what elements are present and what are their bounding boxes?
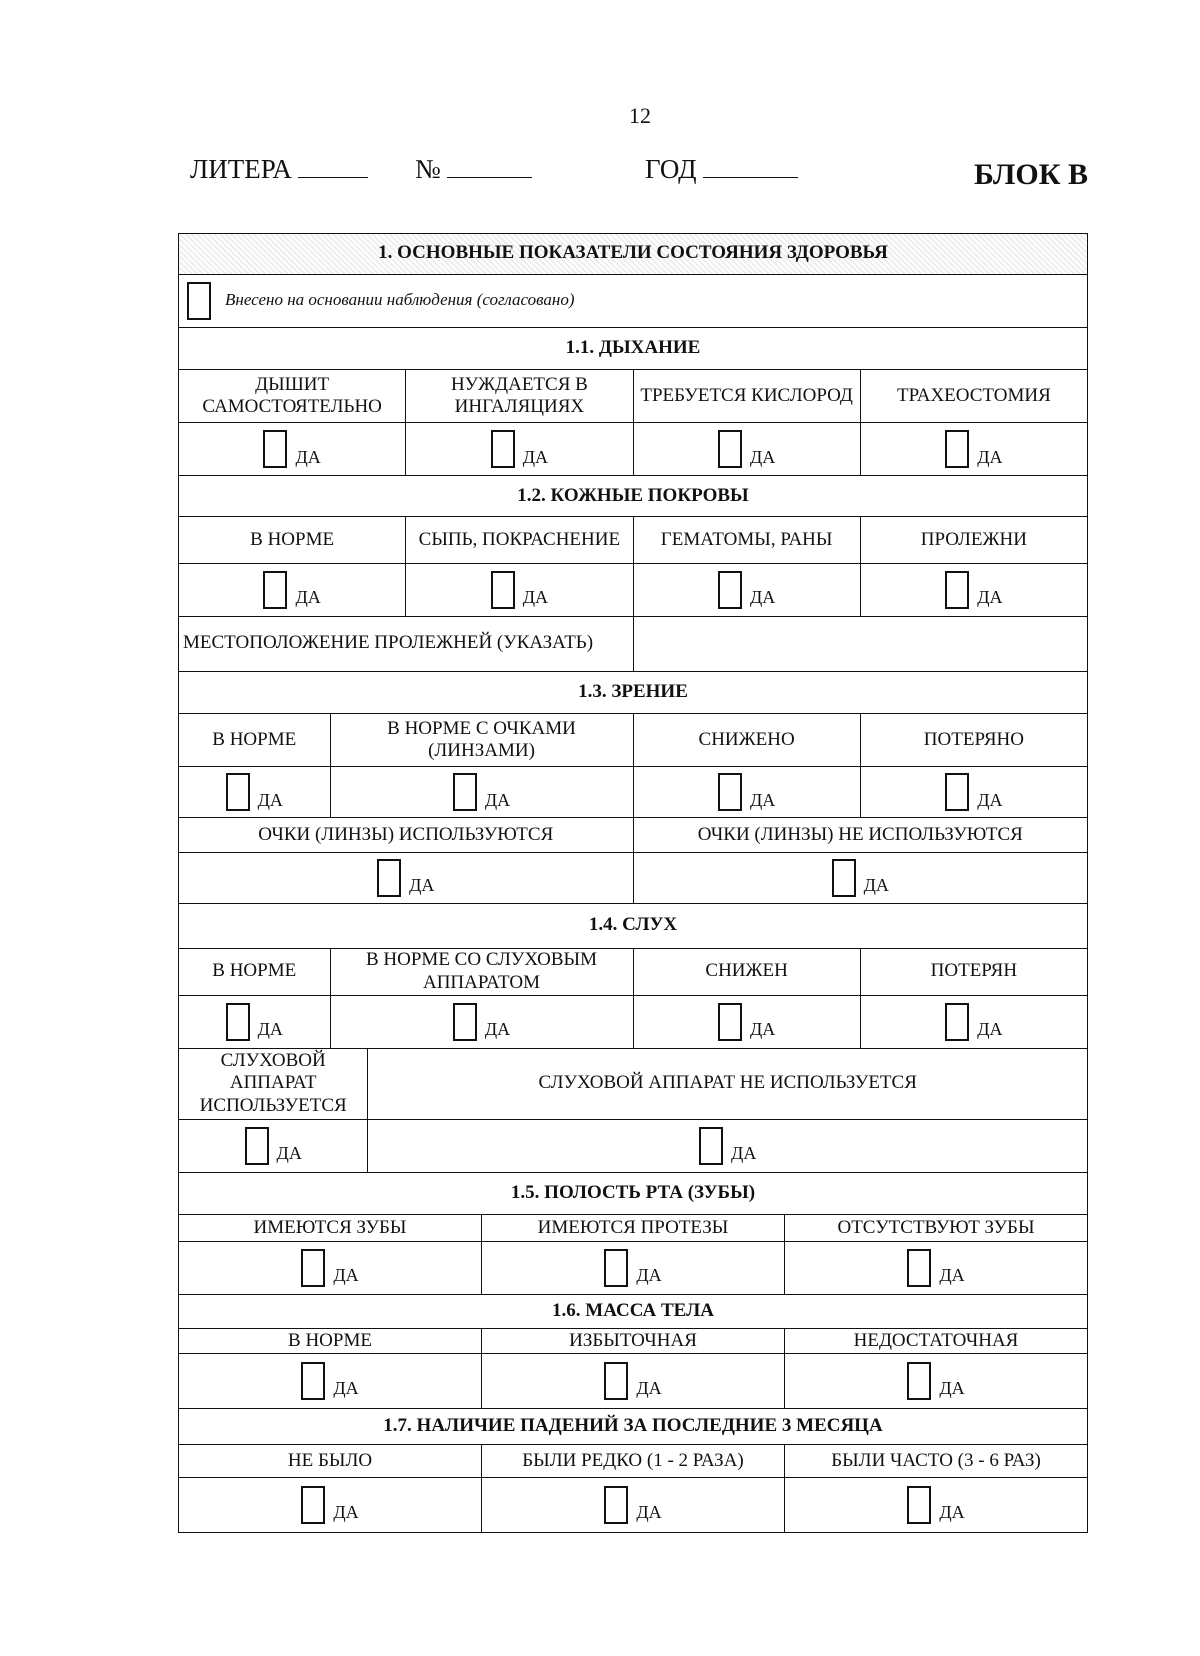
oral-cell [482, 1241, 785, 1294]
vision-with-glasses-checkbox[interactable] [453, 773, 477, 811]
litera-field [190, 153, 368, 185]
hearing-col-reduced: СНИЖЕН [633, 948, 860, 995]
yes-label: ДА [333, 1378, 359, 1399]
skin-col-rash: СЫПЬ, ПОКРАСНЕНИЕ [406, 517, 633, 564]
falls-frequent-checkbox[interactable] [907, 1486, 931, 1524]
hearing-aid-cell [368, 1119, 1088, 1172]
oral-col-no-teeth: ОТСУТСТВУЮТ ЗУБЫ [785, 1215, 1088, 1241]
yes-label: ДА [333, 1265, 359, 1286]
glasses-used-checkbox[interactable] [377, 859, 401, 897]
hearing-reduced-checkbox[interactable] [718, 1003, 742, 1041]
skin-cell [179, 563, 406, 616]
oral-no-teeth-checkbox[interactable] [907, 1249, 931, 1287]
yes-label: ДА [276, 1142, 302, 1163]
hearing-cell [860, 996, 1087, 1049]
oral-cell [179, 1241, 482, 1294]
number-label: № [415, 154, 441, 184]
falls-cell [179, 1477, 482, 1532]
section-title: 1. ОСНОВНЫЕ ПОКАЗАТЕЛИ СОСТОЯНИЯ ЗДОРОВЬЯ [179, 234, 1088, 275]
hearing-cell [330, 996, 633, 1049]
observation-checkbox[interactable] [187, 282, 211, 320]
year-label: ГОД [645, 154, 697, 184]
oral-cell [785, 1241, 1088, 1294]
observation-note-text: Внесено на основании наблюдения (согласовано) [225, 289, 575, 309]
weight-cell [482, 1353, 785, 1408]
glasses-cell [633, 852, 1088, 903]
hearing-normal-checkbox[interactable] [226, 1003, 250, 1041]
number-input-line[interactable] [447, 153, 532, 178]
breathing-self-checkbox[interactable] [263, 430, 287, 468]
page-number: 12 [629, 103, 651, 128]
skin-cell [860, 563, 1087, 616]
glasses-not-used-label: ОЧКИ (ЛИНЗЫ) НЕ ИСПОЛЬЗУЮТСЯ [633, 818, 1088, 853]
yes-label: ДА [863, 875, 889, 896]
litera-input-line[interactable] [298, 153, 368, 178]
yes-label: ДА [939, 1502, 965, 1523]
breathing-oxygen-checkbox[interactable] [718, 430, 742, 468]
vision-col-lost: ПОТЕРЯНО [860, 714, 1087, 767]
yes-label: ДА [939, 1265, 965, 1286]
yes-label: ДА [977, 1019, 1003, 1040]
vision-lost-checkbox[interactable] [945, 773, 969, 811]
weight-col-excess: ИЗБЫТОЧНАЯ [482, 1329, 785, 1353]
yes-label: ДА [257, 789, 283, 810]
health-indicators-table [178, 233, 1088, 1533]
skin-normal-checkbox[interactable] [263, 571, 287, 609]
hearing-aid-not-used-checkbox[interactable] [699, 1127, 723, 1165]
falls-col-frequent: БЫЛИ ЧАСТО (3 - 6 РАЗ) [785, 1445, 1088, 1478]
yes-label: ДА [749, 446, 776, 467]
weight-cell [785, 1353, 1088, 1408]
breathing-col-oxygen: ТРЕБУЕТСЯ КИСЛОРОД [633, 370, 860, 423]
yes-label: ДА [522, 587, 549, 608]
yes-label: ДА [749, 587, 776, 608]
bedsore-location-input[interactable] [633, 616, 1088, 671]
falls-title: 1.7. НАЛИЧИЕ ПАДЕНИЙ ЗА ПОСЛЕДНИЕ 3 МЕСЯЦА [179, 1408, 1088, 1445]
skin-col-bedsores: ПРОЛЕЖНИ [860, 517, 1087, 564]
falls-none-checkbox[interactable] [301, 1486, 325, 1524]
yes-label: ДА [257, 1019, 283, 1040]
vision-normal-checkbox[interactable] [226, 773, 250, 811]
vision-cell [330, 767, 633, 818]
skin-col-hematoma: ГЕМАТОМЫ, РАНЫ [633, 517, 860, 564]
hearing-aid-not-used-label: СЛУХОВОЙ АППАРАТ НЕ ИСПОЛЬЗУЕТСЯ [368, 1048, 1088, 1119]
glasses-not-used-checkbox[interactable] [832, 859, 856, 897]
yes-label: ДА [522, 446, 549, 467]
hearing-aid-cell [179, 1119, 368, 1172]
vision-col-normal: В НОРМЕ [179, 714, 331, 767]
glasses-cell [179, 852, 634, 903]
year-input-line[interactable] [703, 153, 798, 178]
hearing-col-normal: В НОРМЕ [179, 948, 331, 995]
weight-col-deficient: НЕДОСТАТОЧНАЯ [785, 1329, 1088, 1353]
yes-label: ДА [484, 1019, 511, 1040]
weight-deficient-checkbox[interactable] [907, 1362, 931, 1400]
hearing-title: 1.4. СЛУХ [179, 903, 1088, 948]
yes-label: ДА [977, 446, 1003, 467]
falls-col-none: НЕ БЫЛО [179, 1445, 482, 1478]
breathing-cell [406, 423, 633, 476]
form-header [190, 153, 1090, 193]
falls-rare-checkbox[interactable] [604, 1486, 628, 1524]
weight-title: 1.6. МАССА ТЕЛА [179, 1294, 1088, 1329]
yes-label: ДА [977, 789, 1003, 810]
hearing-aid-used-label: СЛУХОВОЙ АППАРАТ ИСПОЛЬЗУЕТСЯ [179, 1048, 368, 1119]
yes-label: ДА [295, 446, 321, 467]
falls-col-rare: БЫЛИ РЕДКО (1 - 2 РАЗА) [482, 1445, 785, 1478]
hearing-cell [633, 996, 860, 1049]
breathing-title: 1.1. ДЫХАНИЕ [179, 327, 1088, 370]
vision-cell [633, 767, 860, 818]
breathing-cell [860, 423, 1087, 476]
vision-cell [860, 767, 1087, 818]
oral-col-teeth: ИМЕЮТСЯ ЗУБЫ [179, 1215, 482, 1241]
weight-normal-checkbox[interactable] [301, 1362, 325, 1400]
breathing-cell [179, 423, 406, 476]
yes-label: ДА [939, 1378, 965, 1399]
skin-cell [406, 563, 633, 616]
falls-cell [785, 1477, 1088, 1532]
number-field [415, 153, 532, 185]
yes-label: ДА [484, 789, 511, 810]
yes-label: ДА [636, 1378, 662, 1399]
breathing-col-inhalation: НУЖДАЕТСЯ В ИНГАЛЯЦИЯХ [406, 370, 633, 423]
weight-cell [179, 1353, 482, 1408]
vision-col-with-glasses: В НОРМЕ С ОЧКАМИ (ЛИНЗАМИ) [330, 714, 633, 767]
hearing-lost-checkbox[interactable] [945, 1003, 969, 1041]
yes-label: ДА [409, 875, 435, 896]
vision-col-reduced: СНИЖЕНО [633, 714, 860, 767]
oral-title: 1.5. ПОЛОСТЬ РТА (ЗУБЫ) [179, 1172, 1088, 1215]
year-field [645, 153, 798, 185]
skin-cell [633, 563, 860, 616]
hearing-cell [179, 996, 331, 1049]
weight-col-normal: В НОРМЕ [179, 1329, 482, 1353]
vision-title: 1.3. ЗРЕНИЕ [179, 671, 1088, 714]
hearing-col-lost: ПОТЕРЯН [860, 948, 1087, 995]
observation-note-row [179, 274, 1088, 327]
breathing-col-self: ДЫШИТ САМОСТОЯТЕЛЬНО [179, 370, 406, 423]
breathing-col-tracheostomy: ТРАХЕОСТОМИЯ [860, 370, 1087, 423]
litera-label: ЛИТЕРА [190, 154, 292, 184]
skin-hematoma-checkbox[interactable] [718, 571, 742, 609]
yes-label: ДА [333, 1502, 359, 1523]
glasses-used-label: ОЧКИ (ЛИНЗЫ) ИСПОЛЬЗУЮТСЯ [179, 818, 634, 853]
breathing-tracheostomy-checkbox[interactable] [945, 430, 969, 468]
block-label: БЛОК В [973, 158, 1088, 191]
bedsore-location-label: МЕСТОПОЛОЖЕНИЕ ПРОЛЕЖНЕЙ (УКАЗАТЬ) [179, 616, 634, 671]
yes-label: ДА [749, 789, 776, 810]
breathing-cell [633, 423, 860, 476]
oral-col-dentures: ИМЕЮТСЯ ПРОТЕЗЫ [482, 1215, 785, 1241]
skin-bedsores-checkbox[interactable] [945, 571, 969, 609]
skin-title: 1.2. КОЖНЫЕ ПОКРОВЫ [179, 476, 1088, 517]
yes-label: ДА [636, 1502, 662, 1523]
skin-col-normal: В НОРМЕ [179, 517, 406, 564]
hearing-with-aid-checkbox[interactable] [453, 1003, 477, 1041]
yes-label: ДА [731, 1142, 757, 1163]
yes-label: ДА [977, 587, 1003, 608]
yes-label: ДА [295, 587, 321, 608]
vision-cell [179, 767, 331, 818]
yes-label: ДА [636, 1265, 662, 1286]
hearing-col-with-aid: В НОРМЕ СО СЛУХОВЫМ АППАРАТОМ [330, 948, 633, 995]
breathing-inhalation-checkbox[interactable] [491, 430, 515, 468]
falls-cell [482, 1477, 785, 1532]
vision-reduced-checkbox[interactable] [718, 773, 742, 811]
oral-teeth-checkbox[interactable] [301, 1249, 325, 1287]
oral-dentures-checkbox[interactable] [604, 1249, 628, 1287]
hearing-aid-used-checkbox[interactable] [245, 1127, 269, 1165]
yes-label: ДА [749, 1019, 776, 1040]
skin-rash-checkbox[interactable] [491, 571, 515, 609]
weight-excess-checkbox[interactable] [604, 1362, 628, 1400]
